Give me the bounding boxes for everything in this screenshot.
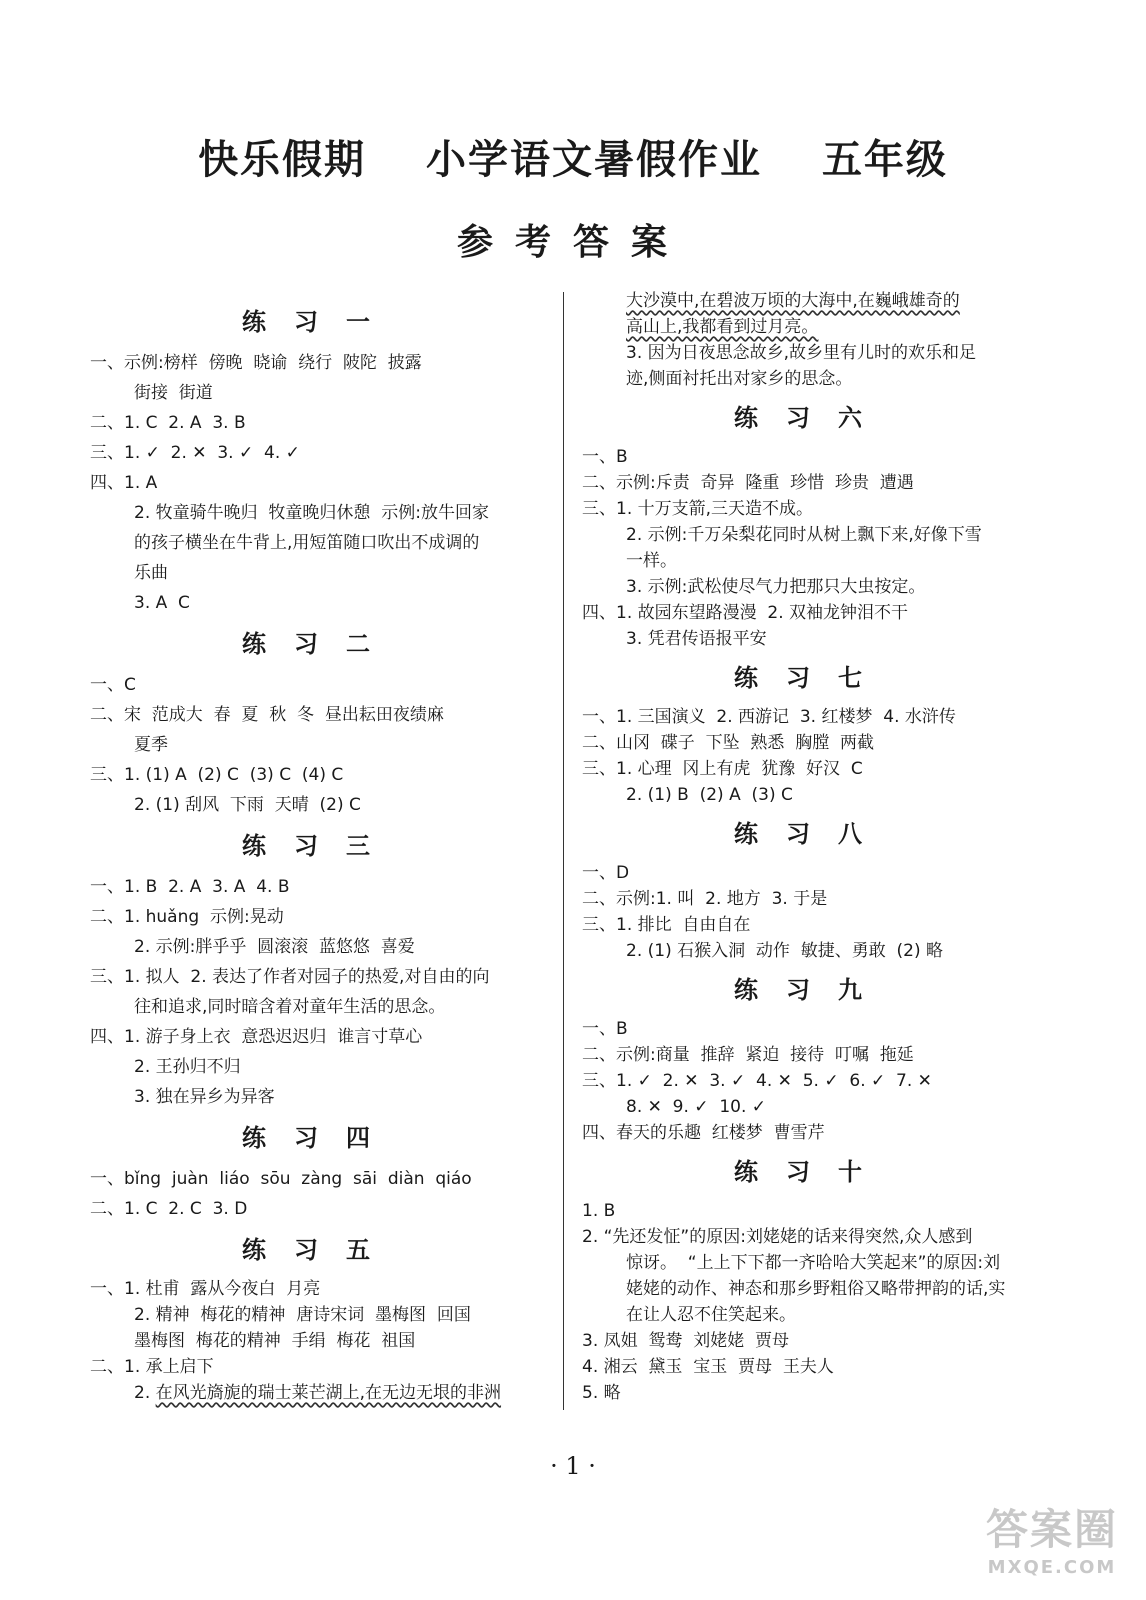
answer-line: 四、春天的乐趣 红楼梦 曹雪芹 <box>582 1123 825 1143</box>
answer-line: 二、山冈 碟子 下坠 熟悉 胸膛 两截 <box>582 733 875 753</box>
answer-line <box>582 288 1042 314</box>
section-heading-ex9: 练习九 <box>734 975 890 1004</box>
answer-line: 一、D <box>582 863 630 883</box>
answer-line: 3. 凭君传语报平安 <box>626 629 767 649</box>
answer-line: 一、bǐng juàn liáo sōu zàng sāi diàn qiáo <box>90 1169 472 1189</box>
wavy-underlined-quote: 高山上,我都看到过月亮。 <box>626 317 819 337</box>
answer-line: 往和追求,同时暗含着对童年生活的思念。 <box>134 997 446 1017</box>
answer-line: 的孩子横坐在牛背上,用短笛随口吹出不成调的 <box>134 533 480 553</box>
title-part-grade: 五年级 <box>821 136 948 183</box>
answer-line: 一、C <box>90 675 136 695</box>
wavy-underlined-quote: 大沙漠中,在碧波万顷的大海中,在巍峨雄奇的 <box>626 291 960 311</box>
answer-line: 二、宋 范成大 春 夏 秋 冬 昼出耘田夜绩麻 <box>90 705 444 725</box>
answer-line: 2. “先还发怔”的原因:刘姥姥的话来得突然,众人感到 <box>582 1227 973 1247</box>
answer-line: 三、1. 十万支箭,三天造不成。 <box>582 499 814 519</box>
answer-line: 乐曲 <box>134 563 168 583</box>
section-heading-ex10: 练习十 <box>734 1157 890 1186</box>
answer-line: 三、1. ✓ 2. ✕ 3. ✓ 4. ✕ 5. ✓ 6. ✓ 7. ✕ <box>582 1071 932 1091</box>
section-heading-ex2: 练习二 <box>242 629 398 658</box>
answer-line: 二、示例:商量 推辞 紧迫 接待 叮嘱 拖延 <box>582 1045 914 1065</box>
answer-line: 二、1. C 2. A 3. B <box>90 413 246 433</box>
answer-line: 一、1. 杜甫 露从今夜白 月亮 <box>90 1279 321 1299</box>
section-heading-ex6: 练习六 <box>734 403 890 432</box>
answer-line: 4. 湘云 黛玉 宝玉 贾母 王夫人 <box>582 1357 834 1377</box>
watermark-logo <box>986 1497 1118 1578</box>
answer-line: 三、1. 拟人 2. 表达了作者对园子的热爱,对自由的向 <box>90 967 490 987</box>
answer-line: 惊讶。 “上上下下都一齐哈哈大笑起来”的原因:刘 <box>626 1253 1001 1273</box>
section-heading-ex8: 练习八 <box>734 819 890 848</box>
answer-line: 二、1. huǎng 示例:晃动 <box>90 907 284 927</box>
answer-line: 2. (1) B (2) A (3) C <box>626 785 793 805</box>
answer-line: 2. (1) 刮风 下雨 天晴 (2) C <box>134 795 361 815</box>
answer-line: 姥姥的动作、神态和那乡野粗俗又略带押韵的话,实 <box>626 1279 1006 1299</box>
answer-line: 三、1. 排比 自由自在 <box>582 915 751 935</box>
answer-number: 2. <box>134 1383 156 1403</box>
answer-line: 一、1. 三国演义 2. 西游记 3. 红楼梦 4. 水浒传 <box>582 707 956 727</box>
wavy-underlined-quote: 在风光旖旎的瑞士莱芒湖上,在无边无垠的非洲 <box>155 1383 502 1403</box>
answer-line: 三、1. 心理 冈上有虎 犹豫 好汉 C <box>582 759 863 779</box>
title-part-series: 快乐假期 <box>198 136 367 183</box>
answer-line: 3. 凤姐 鸳鸯 刘姥姥 贾母 <box>582 1331 790 1351</box>
answer-line: 8. ✕ 9. ✓ 10. ✓ <box>626 1097 767 1117</box>
answer-line: 一样。 <box>626 551 677 571</box>
column-divider <box>563 292 564 1410</box>
answer-line: 街接 街道 <box>134 383 213 403</box>
page-number: · 1 · <box>550 1452 596 1480</box>
answer-line: 一、1. B 2. A 3. A 4. B <box>90 877 290 897</box>
answer-line: 在让人忍不住笑起来。 <box>626 1305 796 1325</box>
answer-line <box>90 1380 550 1406</box>
watermark-site: MXQE.COM <box>987 1557 1117 1578</box>
answer-line: 2. 王孙归不归 <box>134 1057 241 1077</box>
answer-line: 二、1. 承上启下 <box>90 1357 214 1377</box>
answer-line: 二、示例:1. 叫 2. 地方 3. 于是 <box>582 889 828 909</box>
answer-line: 夏季 <box>134 735 168 755</box>
answer-line: 四、1. 故园东望路漫漫 2. 双袖龙钟泪不干 <box>582 603 909 623</box>
watermark-brand: 答案圈 <box>985 1505 1118 1554</box>
right-column <box>582 288 1042 1406</box>
answer-line: 2. 精神 梅花的精神 唐诗宋词 墨梅图 回国 <box>134 1305 471 1325</box>
document-title <box>0 128 1146 185</box>
answer-line: 3. 因为日夜思念故乡,故乡里有儿时的欢乐和足 <box>626 343 977 363</box>
answer-line: 墨梅图 梅花的精神 手绢 梅花 祖国 <box>134 1331 416 1351</box>
answer-line: 5. 略 <box>582 1383 621 1403</box>
answer-line: 一、B <box>582 1019 628 1039</box>
title-part-subject: 小学语文暑假作业 <box>426 136 762 183</box>
answer-line: 二、1. C 2. C 3. D <box>90 1199 248 1219</box>
section-heading-ex3: 练习三 <box>242 831 398 860</box>
answer-line: 一、示例:榜样 傍晚 晓谕 绕行 陂陀 披露 <box>90 353 422 373</box>
answer-line: 2. 示例:胖乎乎 圆滚滚 蓝悠悠 喜爱 <box>134 937 415 957</box>
document-subtitle: 参考答案 <box>456 221 689 263</box>
answer-line: 3. 示例:武松使尽气力把那只大虫按定。 <box>626 577 926 597</box>
answer-line: 3. A C <box>134 593 190 613</box>
answer-line: 一、B <box>582 447 628 467</box>
answer-line: 四、1. A <box>90 473 158 493</box>
answer-line: 三、1. (1) A (2) C (3) C (4) C <box>90 765 344 785</box>
answer-line: 四、1. 游子身上衣 意恐迟迟归 谁言寸草心 <box>90 1027 423 1047</box>
answer-line: 二、示例:斥责 奇异 隆重 珍惜 珍贵 遭遇 <box>582 473 914 493</box>
answer-line: 迹,侧面衬托出对家乡的思念。 <box>626 369 853 389</box>
section-heading-ex4: 练习四 <box>242 1123 398 1152</box>
answer-line: 2. 牧童骑牛晚归 牧童晚归休憩 示例:放牛回家 <box>134 503 489 523</box>
left-column <box>90 296 550 1406</box>
answer-line <box>582 314 1042 340</box>
section-heading-ex7: 练习七 <box>734 663 890 692</box>
answer-line: 三、1. ✓ 2. ✕ 3. ✓ 4. ✓ <box>90 443 300 463</box>
section-heading-ex1: 练习一 <box>242 307 398 336</box>
answer-line: 3. 独在异乡为异客 <box>134 1087 275 1107</box>
answer-line: 1. B <box>582 1201 616 1221</box>
answer-line: 2. 示例:千万朵梨花同时从树上飘下来,好像下雪 <box>626 525 982 545</box>
section-heading-ex5: 练习五 <box>242 1235 398 1264</box>
answer-line: 2. (1) 石猴入洞 动作 敏捷、勇敢 (2) 略 <box>626 941 944 961</box>
